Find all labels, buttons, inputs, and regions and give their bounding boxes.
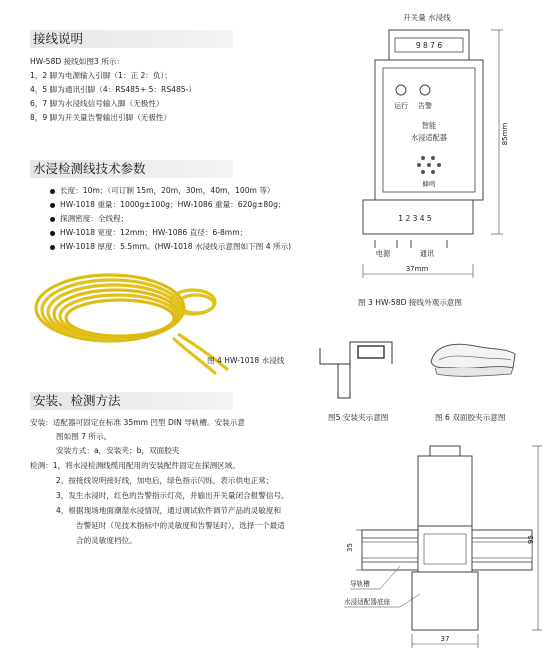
- din-rail-install-diagram: [340, 434, 545, 656]
- device-name-line2: 水浸适配器: [411, 133, 447, 142]
- rail-label: 导轨槽: [350, 580, 370, 588]
- height-dimension: 85mm: [501, 122, 509, 146]
- top-terminal-numbers: 9 8 7 6: [415, 41, 443, 50]
- section-title-wiring: 接线说明: [30, 30, 233, 48]
- dim-95-label: 95: [527, 535, 535, 544]
- dim-37-label: 37: [440, 635, 450, 643]
- tape-clip-diagram: [425, 334, 525, 389]
- bullet-icon: [50, 245, 55, 250]
- install-line-3: 安装方式：a，安装夹；b，双面胶夹: [56, 446, 180, 455]
- buzzer-label: 蜂鸣: [422, 180, 436, 188]
- alarm-led-label: 告警: [418, 102, 432, 110]
- spec-text: 探测密度：全线程；: [60, 214, 129, 223]
- spec-text: 长度：10m；（可订制 15m，20m，30m，40m，100m 等）: [60, 186, 275, 195]
- power-label: 电源: [375, 249, 391, 258]
- dim-35-label: 35: [346, 543, 354, 552]
- detect-line-5: 告警延时（见技术指标中的灵敏度和告警延时），选择一个最适: [76, 521, 285, 530]
- width-dimension: 37mm: [405, 265, 429, 273]
- spec-bullet-1: [50, 186, 275, 196]
- section-title-specs: 水浸检测线技术参数: [30, 160, 233, 178]
- fig5-caption: 图5 安装夹示意图: [328, 413, 389, 422]
- bullet-icon: [50, 203, 55, 208]
- base-label: 水浸适配器底座: [344, 598, 391, 606]
- top-terminal-label: 开关量 水浸线: [403, 13, 451, 22]
- wiring-line-3: 4，5 脚为通讯引脚（4：RS485+ 5：RS485-）: [30, 85, 196, 94]
- bottom-terminal-numbers: 1 2 3 4 5: [398, 214, 432, 223]
- detect-line-6: 合的灵敏度档位。: [76, 536, 137, 545]
- detect-line-3: 3，发生水浸时，红色的告警指示灯亮，并输出开关量闭合报警信号。: [56, 491, 289, 500]
- install-line-1: 安装：适配器可固定在标准 35mm 凹型 DIN 导轨槽。安装示意: [30, 418, 245, 427]
- fig3-caption: 图 3 HW-58D 接线外观示意图: [358, 298, 462, 307]
- section-title-install: 安装、检测方法: [30, 392, 233, 410]
- bullet-icon: [50, 231, 55, 236]
- install-clip-diagram: [312, 328, 402, 408]
- spec-text: HW-1018 重量：1000g±100g；HW-1086 重量：620g±80g；: [60, 200, 286, 209]
- spec-text: HW-1018 厚度：5.5mm。(HW-1018 水浸线示意图如下图 4 所示): [60, 242, 292, 251]
- spec-bullet-2: [50, 200, 286, 210]
- wiring-line-5: 8，9 脚为开关量告警输出引脚（无极性）: [30, 113, 172, 122]
- spec-bullet-3: [50, 214, 128, 224]
- detect-line-1: 检测：1，将水浸检测线缆用配用的安装配件固定在探测区域。: [30, 461, 240, 470]
- install-line-2: 图如图 7 所示。: [56, 432, 112, 441]
- detect-line-4: 4，根据现场地面潮湿水浸情况，通过调试软件调节产品的灵敏度和: [56, 506, 282, 515]
- fig6-caption: 图 6 双面胶夹示意图: [435, 413, 506, 422]
- wiring-line-1: HW-58D 接线如图3 所示：: [30, 57, 124, 66]
- spec-text: HW-1018 宽度：12mm；HW-1086 直径：6-8mm；: [60, 228, 248, 237]
- detect-line-2: 2，按接线说明接好线，加电后，绿色指示闪烁，表示供电正常；: [56, 476, 274, 485]
- wiring-line-4: 6，7 脚为水浸线信号输入脚（无极性）: [30, 99, 164, 108]
- device-name-line1: 智能: [421, 121, 437, 130]
- device-diagram: [355, 8, 535, 308]
- wiring-line-2: 1，2 脚为电源输入引脚（1：正 2：负）；: [30, 71, 172, 80]
- bullet-icon: [50, 217, 55, 222]
- spec-bullet-5: [50, 242, 291, 252]
- comm-label: 通讯: [419, 249, 435, 258]
- run-led-label: 运行: [394, 102, 408, 110]
- fig4-caption: 图 4 HW-1018 水浸线: [207, 356, 285, 365]
- bullet-icon: [50, 189, 55, 194]
- spec-bullet-4: [50, 228, 247, 238]
